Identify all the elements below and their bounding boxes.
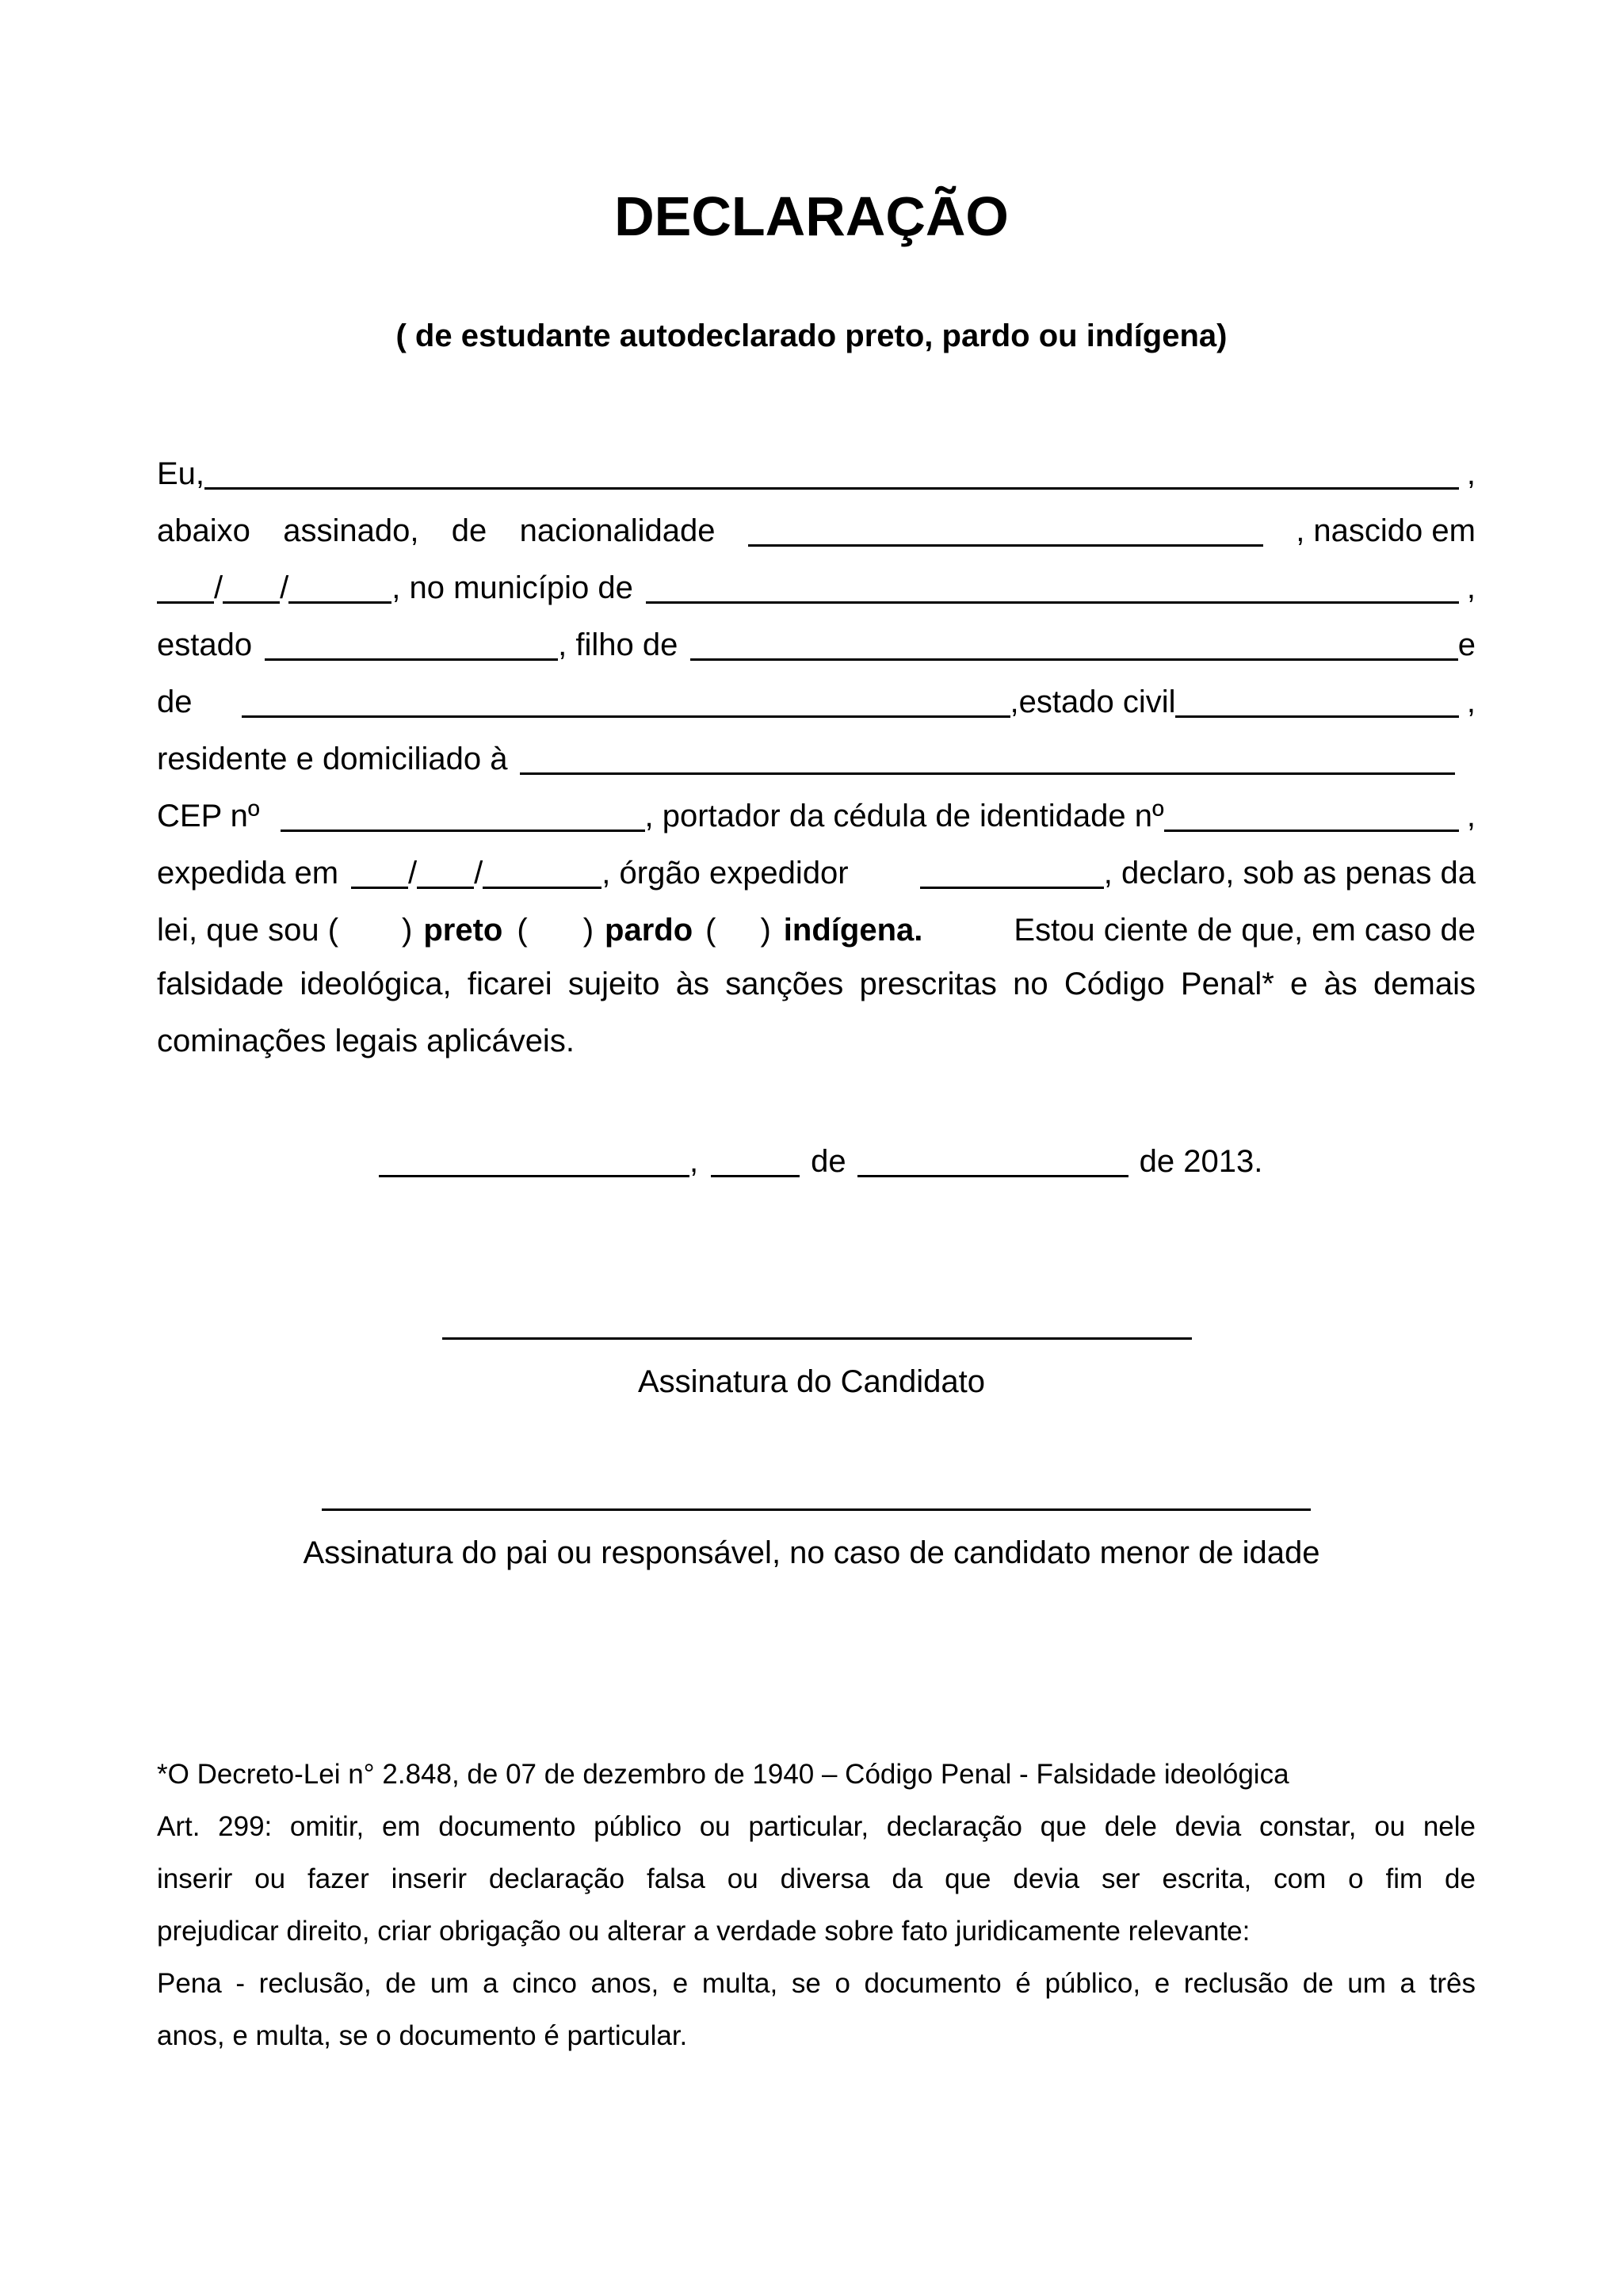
blank-state[interactable]: [265, 627, 558, 661]
label-filho-de: , filho de: [558, 627, 678, 662]
paren-open: (: [517, 913, 528, 948]
blank-address[interactable]: [520, 741, 1455, 775]
label-nascido-em: , nascido em: [1296, 513, 1476, 548]
blank-birth-month[interactable]: [223, 570, 280, 604]
form-line-birth: [157, 559, 1476, 604]
form-line-cep-id: [157, 788, 1476, 832]
issuer-group: [920, 855, 1476, 889]
paren-open: (: [705, 913, 716, 948]
parent-signature-label: Assinatura do pai ou responsável, no caso de candidato menor de idade: [303, 1535, 1320, 1570]
label-residente: residente e domiciliado à: [157, 742, 508, 776]
blank-city[interactable]: [379, 1143, 689, 1177]
date-line: [379, 1133, 1274, 1177]
parent-signature-line[interactable]: [322, 1508, 1311, 1511]
document-subtitle: ( de estudante autodeclarado preto, pardo ou indígena): [395, 318, 1228, 353]
label-orgao: , órgão expedidor: [601, 856, 849, 891]
blank-parent-2[interactable]: [242, 684, 1010, 718]
label-lei: lei, que sou (: [157, 913, 339, 948]
blank-issue-month[interactable]: [417, 855, 474, 889]
candidate-signature-line[interactable]: [442, 1337, 1192, 1340]
form-line-state-parent: [157, 616, 1476, 661]
footnote-pena: Pena - reclusão, de um a cinco anos, e multa, se o documento é público, e reclusão de um a três: [157, 1968, 1476, 1999]
blank-issue-year[interactable]: [483, 855, 601, 889]
option-preto: preto: [423, 913, 503, 948]
label-declaro: , declaro, sob as penas da: [1103, 856, 1476, 891]
text-estou-ciente: Estou ciente de que, em caso de: [1014, 913, 1476, 948]
option-pardo: pardo: [605, 913, 693, 948]
form-line-nationality: [157, 502, 1476, 547]
footnote-line-3: inserir ou fazer inserir declaração falsa ou diversa da que devia ser escrita, com o fim de: [157, 1863, 1476, 1894]
label-e: e: [1457, 627, 1476, 662]
blank-parent-1[interactable]: [690, 627, 1457, 661]
label-de-2013: de 2013.: [1139, 1144, 1263, 1179]
footnote-line-6: anos, e multa, se o documento é particular.: [157, 2020, 688, 2051]
word-nacionalidade: nacionalidade: [519, 513, 716, 548]
race-options: [157, 914, 922, 946]
blank-id-number[interactable]: [1164, 798, 1459, 832]
slash: /: [280, 570, 289, 605]
document-title: DECLARAÇÃO: [614, 185, 1009, 247]
blank-civil-status[interactable]: [1175, 684, 1458, 718]
form-line-race: [157, 902, 1476, 946]
label-estado: estado: [157, 627, 253, 662]
label-portador: , portador da cédula de identidade nº: [644, 799, 1164, 833]
label-eu: Eu,: [157, 456, 205, 491]
candidate-signature-label: Assinatura do Candidato: [637, 1364, 986, 1399]
footnote-art-299: Art. 299: omitir, em documento público ou particular, declaração que dele devia constar, ou nele: [157, 1811, 1476, 1842]
word-abaixo: abaixo: [157, 513, 250, 548]
blank-nationality[interactable]: [748, 513, 1263, 547]
blank-full-name[interactable]: [204, 456, 1459, 490]
blank-birth-year[interactable]: [288, 570, 391, 604]
word-assinado: assinado,: [283, 513, 419, 548]
blank-issue-day[interactable]: [351, 855, 408, 889]
blank-cep[interactable]: [281, 798, 645, 832]
blank-month[interactable]: [857, 1143, 1128, 1177]
form-line-civil-status: [157, 673, 1476, 718]
form-line-address: [157, 730, 1476, 775]
label-comma: ,: [1466, 570, 1476, 605]
paren-close: ): [402, 913, 413, 948]
issued-date-group: [157, 855, 849, 889]
label-municipio: , no município de: [391, 570, 633, 605]
label-cep: CEP nº: [157, 799, 260, 833]
blank-birth-day[interactable]: [157, 570, 214, 604]
paren-close: ): [582, 913, 594, 948]
footnote-line-4: prejudicar direito, criar obrigação ou alterar a verdade sobre fato juridicamente relevante:: [157, 1916, 1251, 1947]
label-comma: ,: [1466, 685, 1476, 719]
text-cominacoes: cominações legais aplicáveis.: [157, 1024, 575, 1058]
slash: /: [408, 856, 418, 891]
label-comma: ,: [689, 1144, 699, 1179]
label-estado-civil: ,estado civil: [1010, 685, 1176, 719]
text-falsidade: falsidade ideológica, ficarei sujeito às sanções prescritas no Código Penal* e às demais: [157, 967, 1476, 1001]
option-indigena: indígena.: [783, 913, 923, 948]
paren-close: ): [760, 913, 771, 948]
blank-day[interactable]: [711, 1143, 800, 1177]
form-line-name: [157, 445, 1476, 490]
blank-municipality[interactable]: [646, 570, 1459, 604]
label-expedida: expedida em: [157, 856, 339, 891]
slash: /: [214, 570, 223, 605]
form-line-issued: [157, 845, 1476, 889]
slash: /: [474, 856, 483, 891]
word-de: de: [451, 513, 487, 548]
label-de: de: [811, 1144, 846, 1179]
label-de: de: [157, 685, 193, 719]
label-comma: ,: [1466, 456, 1476, 491]
footnote-decree: *O Decreto-Lei n° 2.848, de 07 de dezembro de 1940 – Código Penal - Falsidade ideológica: [157, 1759, 1289, 1790]
label-comma: ,: [1466, 799, 1476, 833]
blank-issuer[interactable]: [920, 855, 1104, 889]
